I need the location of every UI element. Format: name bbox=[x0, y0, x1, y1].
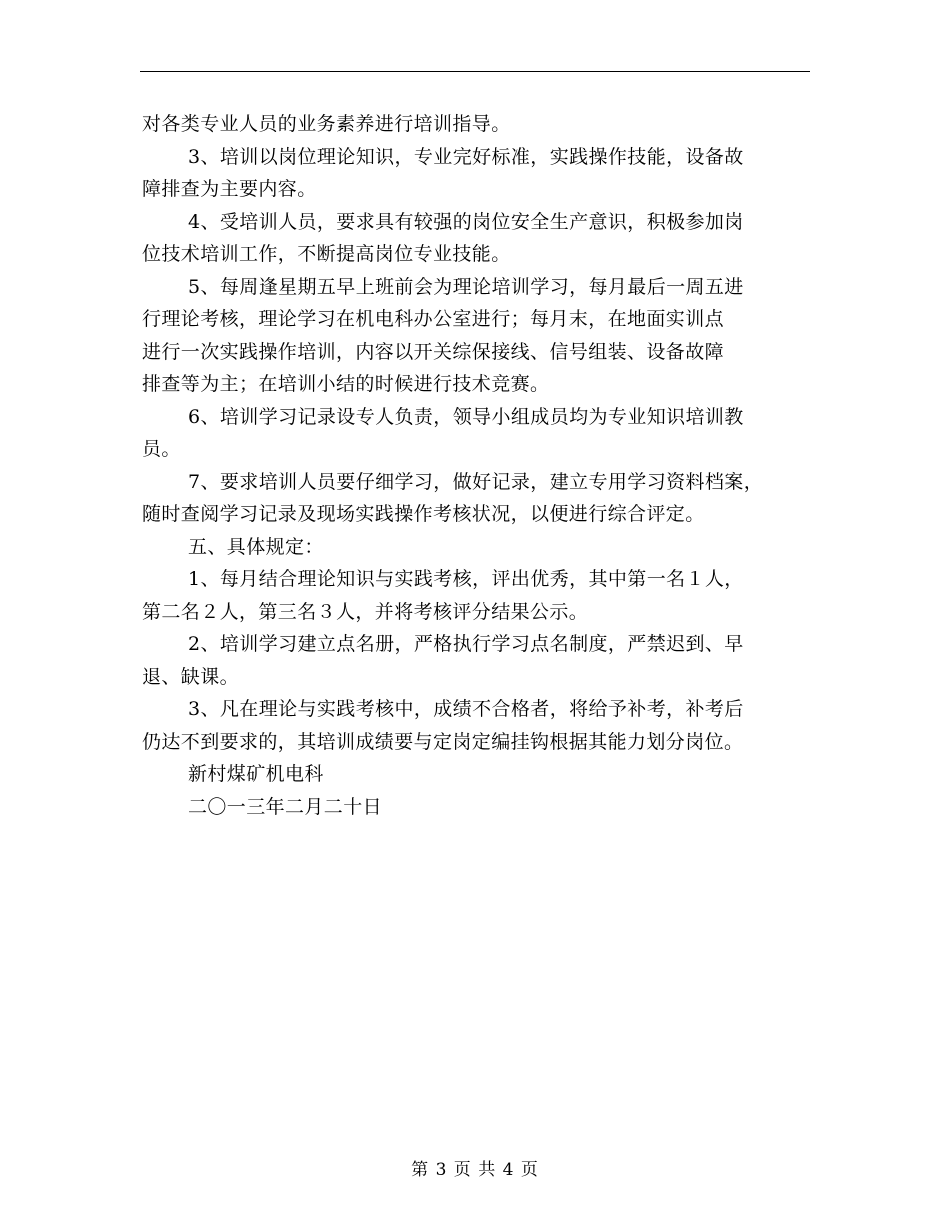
text-line: 3、培训以岗位理论知识，专业完好标准，实践操作技能，设备故 bbox=[188, 145, 744, 168]
signature-organization: 新村煤矿机电科 bbox=[188, 763, 324, 785]
text-line: 6、培训学习记录设专人负责，领导小组成员均为专业知识培训教 bbox=[188, 405, 744, 428]
header-rule bbox=[140, 71, 810, 72]
text-line: 仍达不到要求的，其培训成绩要与定岗定编挂钩根据其能力划分岗位。 bbox=[142, 730, 744, 753]
text-line: 进行一次实践操作培训，内容以开关综保接线、信号组装、设备故障 bbox=[142, 340, 725, 363]
text-line: 退、缺课。 bbox=[142, 665, 240, 688]
text-line: 位技术培训工作，不断提高岗位专业技能。 bbox=[142, 243, 511, 265]
text-line: 3、凡在理论与实践考核中，成绩不合格者，将给予补考，补考后 bbox=[188, 698, 744, 720]
document-body bbox=[142, 108, 812, 823]
text-line: 障排查为主要内容。 bbox=[142, 178, 317, 200]
text-line: 对各类专业人员的业务素养进行培训指导。 bbox=[142, 113, 511, 135]
text-line: 5、每周逢星期五早上班前会为理论培训学习，每月最后一周五进 bbox=[188, 275, 744, 298]
text-line: 7、要求培训人员要仔细学习，做好记录，建立专用学习资料档案， bbox=[188, 470, 764, 493]
text-line: 2、培训学习建立点名册，严格执行学习点名制度，严禁迟到、早 bbox=[188, 633, 744, 655]
signature-date: 二〇一三年二月二十日 bbox=[188, 795, 383, 818]
text-line: 行理论考核，理论学习在机电科办公室进行；每月末，在地面实训点 bbox=[142, 308, 725, 330]
text-line: 第二名２人，第三名３人，并将考核评分结果公示。 bbox=[142, 600, 589, 623]
page-number: 第 3 页 共 4 页 bbox=[411, 1160, 539, 1180]
text-line: 1、每月结合理论知识与实践考核，评出优秀，其中第一名１人， bbox=[188, 568, 744, 590]
text-line: 4、受培训人员，要求具有较强的岗位安全生产意识，积极参加岗 bbox=[188, 210, 744, 233]
text-line: 员。 bbox=[142, 438, 181, 460]
section-heading: 五、具体规定： bbox=[188, 535, 324, 558]
text-line: 随时查阅学习记录及现场实践操作考核状况，以便进行综合评定。 bbox=[142, 503, 705, 525]
text-line: 排查等为主；在培训小结的时候进行技术竞赛。 bbox=[142, 373, 550, 395]
